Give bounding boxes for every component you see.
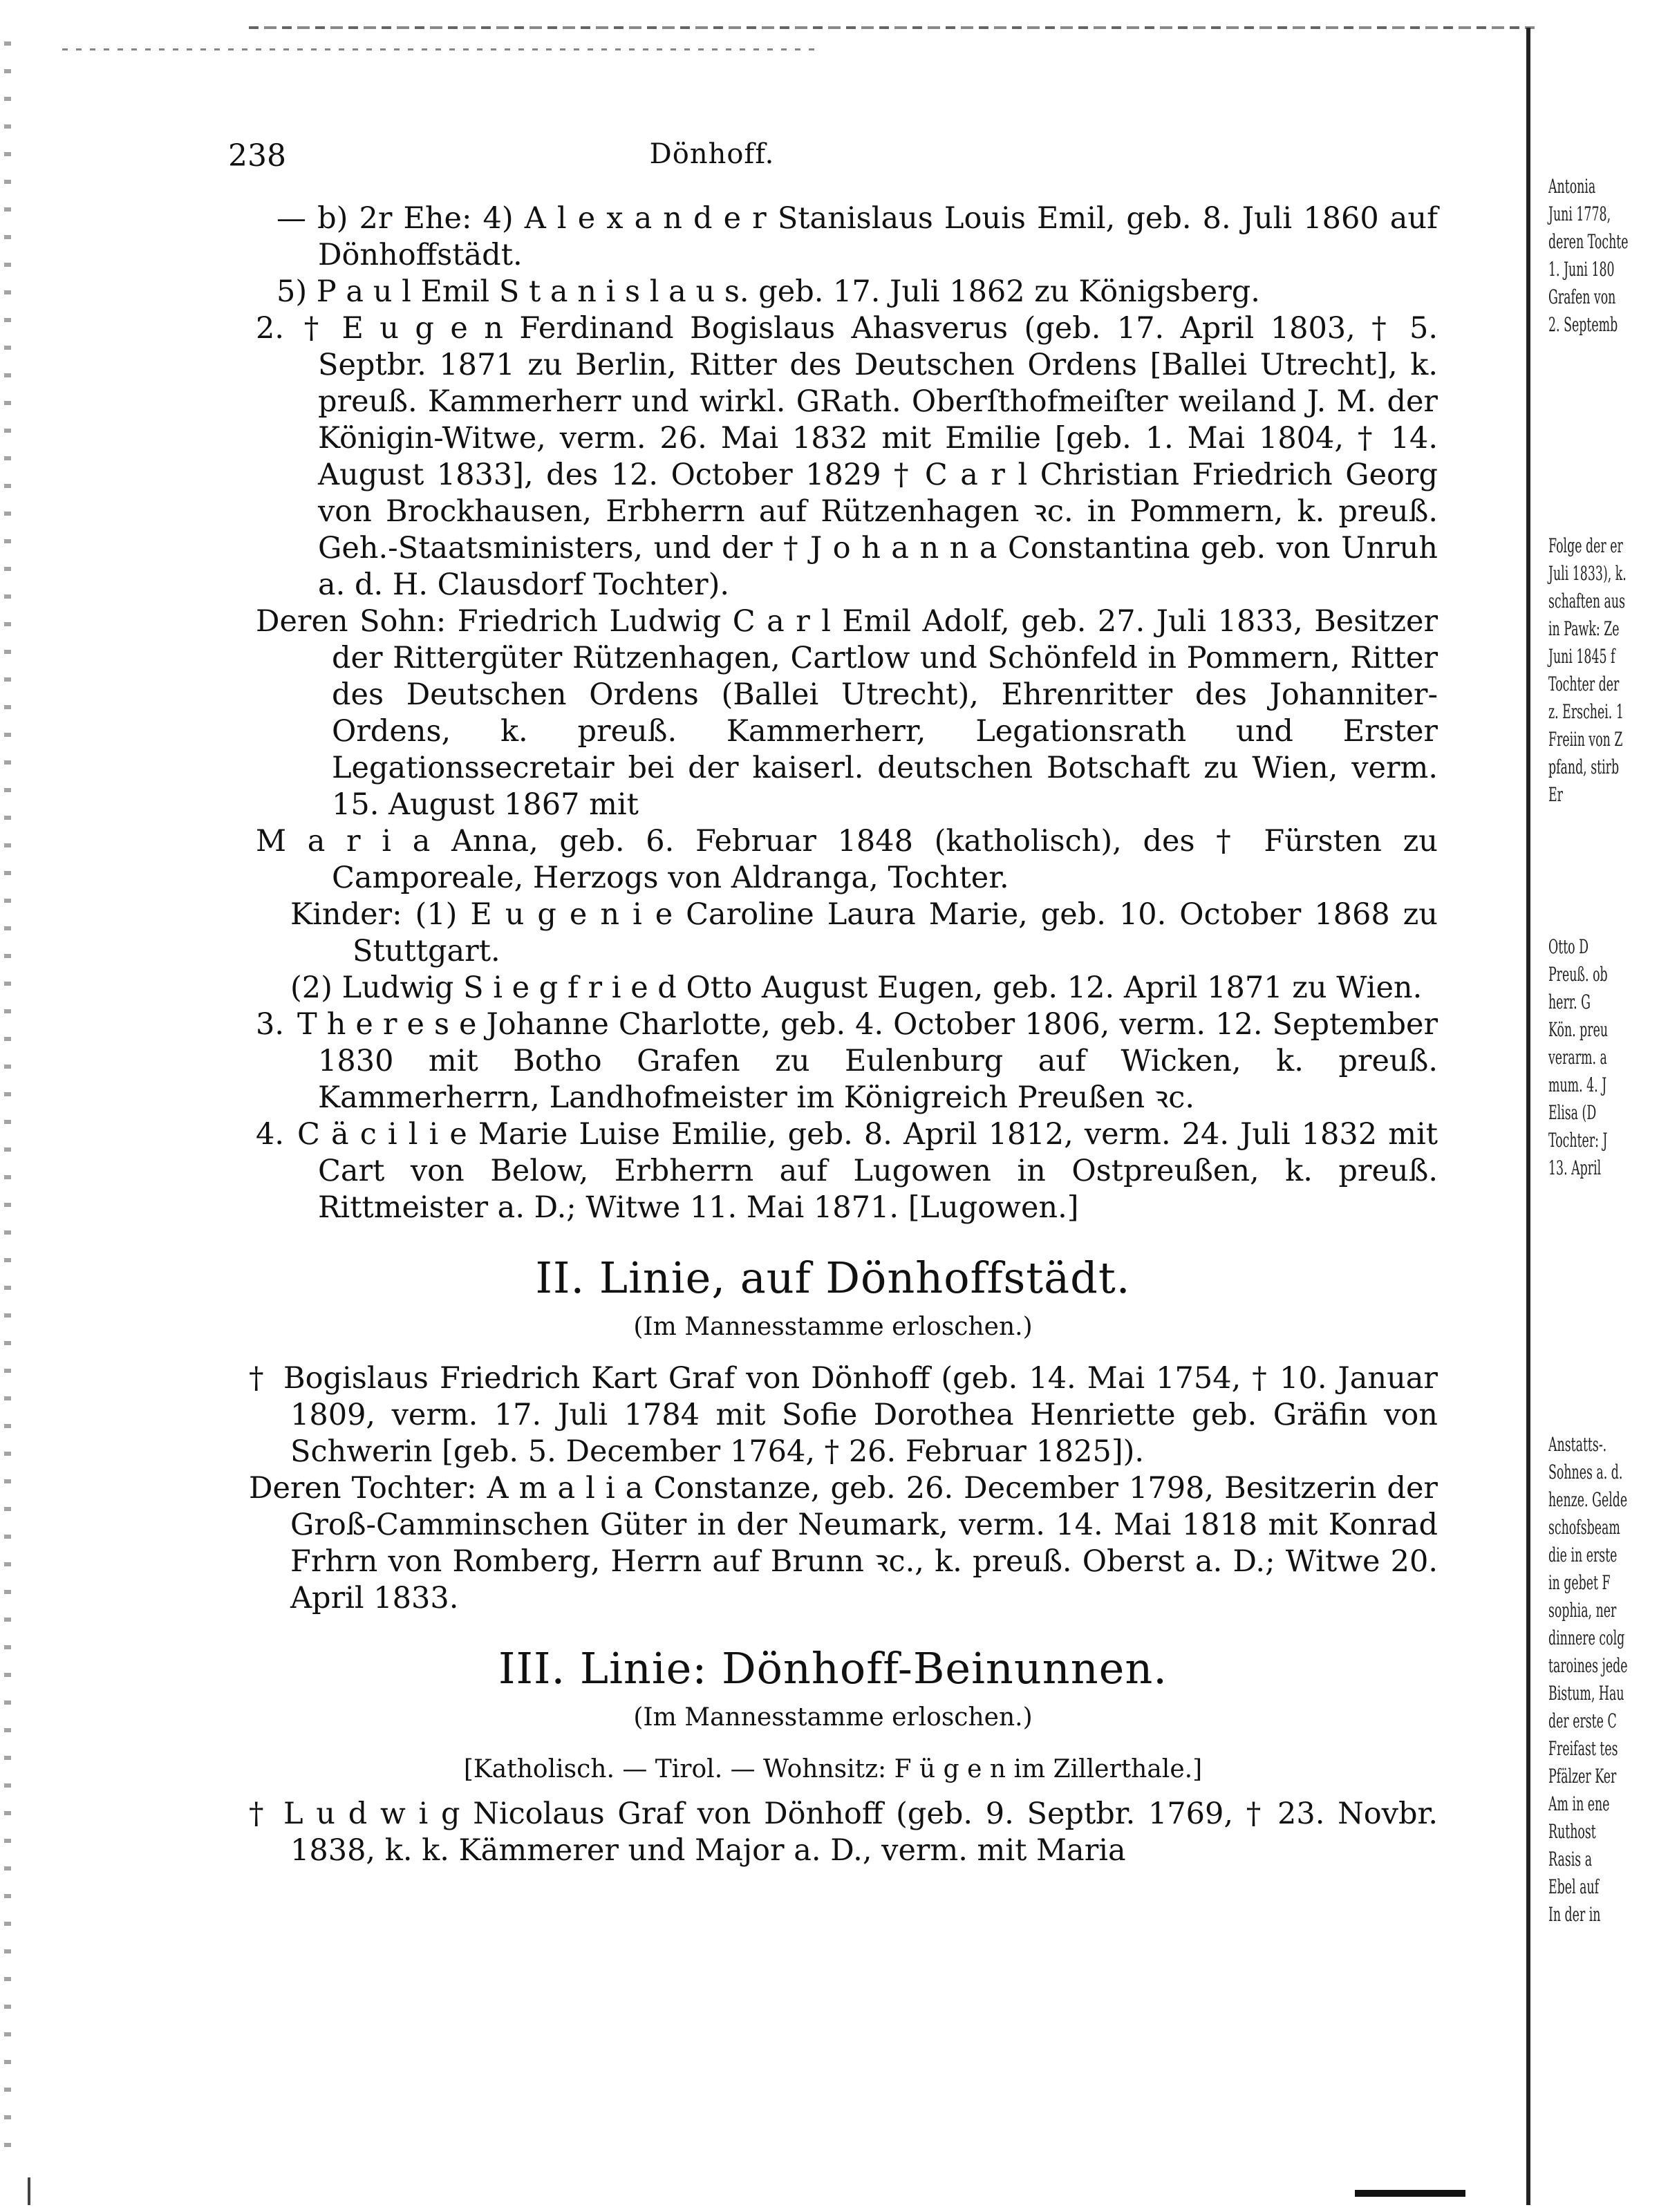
entry-alexander: — b) 2r Ehe: 4) A l e x a n d e r Stanislaus Louis Emil, geb. 8. Juli 1860 auf Dönhoffstädt. <box>276 201 1438 272</box>
death-cross-icon: † <box>249 1797 264 1831</box>
entry-bogislaus <box>228 1360 1438 1470</box>
scan-artifact-left-edge <box>4 41 11 2171</box>
entry-number: 4. <box>256 1117 285 1152</box>
page-number: 238 <box>228 138 286 174</box>
entry-text: L u d w i g Nicolaus Graf von Dönhoff (geb. 9. Septbr. 1769, † 23. Novbr. 1838, k. k. Kämmerer und Major a. D., verm. mit Maria <box>283 1797 1438 1868</box>
facing-page-fragment-3: Otto D Preuß. ob herr. G Kön. preu verarm. a mum. 4. J Elisa (D Tochter: J 13. April <box>1548 935 1609 1179</box>
facing-page-fragment-4: Anstatts-. Sohnes a. d. henze. Gelde schofsbeam die in erste in gebet F sophia, ner dinnere colg taroines jede Bistum, Hau der erste C Freifast tes Pfälzer Ker Am in ene Ruthost Rasis a Ebel auf In der in <box>1548 1433 1628 1926</box>
entry-therese <box>228 1006 1438 1116</box>
section-title-line-2: II. Linie, auf Dönhoffstädt. <box>535 1253 1131 1303</box>
entry-child-eugenie: Kinder: (1) E u g e n i e Caroline Laura Marie, geb. 10. October 1868 zu Stuttgart. <box>290 897 1438 968</box>
entry-amalia: Deren Tochter: A m a l i a Constanze, geb. 26. December 1798, Besitzerin der Groß-Camminschen Güter in der Neumark, verm. 14. Mai 1818 mit Konrad Frhrn von Romberg, Herrn auf Brunn ꝛc., k. preuß. Oberst a. D.; Witwe 20. April 1833. <box>249 1471 1438 1615</box>
entry-son-carl: Deren Sohn: Friedrich Ludwig C a r l Emil Adolf, geb. 27. Juli 1833, Besitzer der Rittergüter Rützenhagen, Cartlow und Schönfeld in Pommern, Ritter des Deutschen Ordens (Ballei Utrecht), Ehrenritter des Johanniter-Ordens, k. preuß. Kammerherr, Legationsrath und Erster Legationssecretair bei der kaiserl. deutschen Botschaft zu Wien, verm. 15. August 1867 mit <box>256 604 1438 822</box>
page-body <box>228 200 1438 1869</box>
entry-paul: 5) P a u l Emil S t a n i s l a u s. geb. 17. Juli 1862 zu Königsberg. <box>276 274 1260 309</box>
entry-maria-anna: M a r i a Anna, geb. 6. Februar 1848 (katholisch), des † Fürsten zu Camporeale, Herzogs von Aldranga, Tochter. <box>256 824 1438 895</box>
entry-ludwig-nicolaus <box>228 1796 1438 1869</box>
page-header <box>228 138 1438 180</box>
entry-text: T h e r e s e Johanne Charlotte, geb. 4. October 1806, verm. 12. September 1830 mit Botho Grafen zu Eulenburg auf Wicken, k. preuß. Kammerherrn, Landhofmeister im Königreich Preußen ꝛc. <box>297 1007 1438 1115</box>
section-subtitle-line-3: (Im Mannesstamme erloschen.) <box>633 1703 1033 1732</box>
section-subtitle-line-2: (Im Mannesstamme erloschen.) <box>633 1313 1033 1341</box>
scan-artifact-top <box>249 26 1535 29</box>
entry-caecilie <box>228 1116 1438 1226</box>
entry-number: 2. <box>256 311 285 346</box>
entry-child-siegfried: (2) Ludwig S i e g f r i e d Otto August Eugen, geb. 12. April 1871 zu Wien. <box>290 971 1423 1005</box>
facing-page-fragment-2: Folge der er Juli 1833), k. schaften aus in Pawk: Ze Juni 1845 f Tochter der z. Erschei. 1 Freiin von Z pfand, stirb Er <box>1548 534 1627 806</box>
facing-page-fragment-1: Antonia Juni 1778, deren Tochte 1. Juni 180 Grafen von 2. Septemb <box>1548 175 1629 336</box>
page-gutter-divider <box>1526 28 1530 2205</box>
scan-artifact-bottom <box>1355 2190 1465 2197</box>
section-meta-line-3: [Katholisch. — Tirol. — Wohnsitz: F ü g e n im Zillerthale.] <box>463 1755 1203 1783</box>
entry-number: 3. <box>256 1007 285 1042</box>
entry-text: C ä c i l i e Marie Luise Emilie, geb. 8. April 1812, verm. 24. Juli 1832 mit Cart von Below, Erbherrn auf Lugowen in Ostpreußen, k. preuß. Rittmeister a. D.; Witwe 11. Mai 1871. [Lugowen.] <box>297 1117 1438 1225</box>
entry-eugen <box>228 310 1438 603</box>
running-head: Dönhoff. <box>649 138 775 170</box>
scan-artifact-corner <box>28 2177 51 2205</box>
entry-text: † E u g e n Ferdinand Bogislaus Ahasverus (geb. 17. April 1803, † 5. Septbr. 1871 zu Berlin, Ritter des Deutschen Ordens [Ballei Utrecht], k. preuß. Kammerherr und wirkl. GRath. Oberſthofmeiſter weiland J. M. der Königin-Witwe, verm. 26. Mai 1832 mit Emilie [geb. 1. Mai 1804, † 14. August 1833], des 12. October 1829 † C a r l Christian Friedrich Georg von Brockhausen, Erbherrn auf Rützenhagen ꝛc. in Pommern, k. preuß. Geh.-Staatsministers, und der † J o h a n n a Constantina geb. von Unruh a. d. H. Clausdorf Tochter). <box>297 311 1438 602</box>
section-title-line-3: III. Linie: Dönhoff-Beinunnen. <box>498 1643 1168 1694</box>
scan-artifact-top-2 <box>62 48 823 50</box>
entry-text: Bogislaus Friedrich Kart Graf von Dönhoff (geb. 14. Mai 1754, † 10. Januar 1809, verm. 17. Juli 1784 mit Sofie Dorothea Henriette geb. Gräfin von Schwerin [geb. 5. December 1764, † 26. Februar 1825]). <box>283 1361 1438 1469</box>
death-cross-icon: † <box>249 1361 264 1396</box>
